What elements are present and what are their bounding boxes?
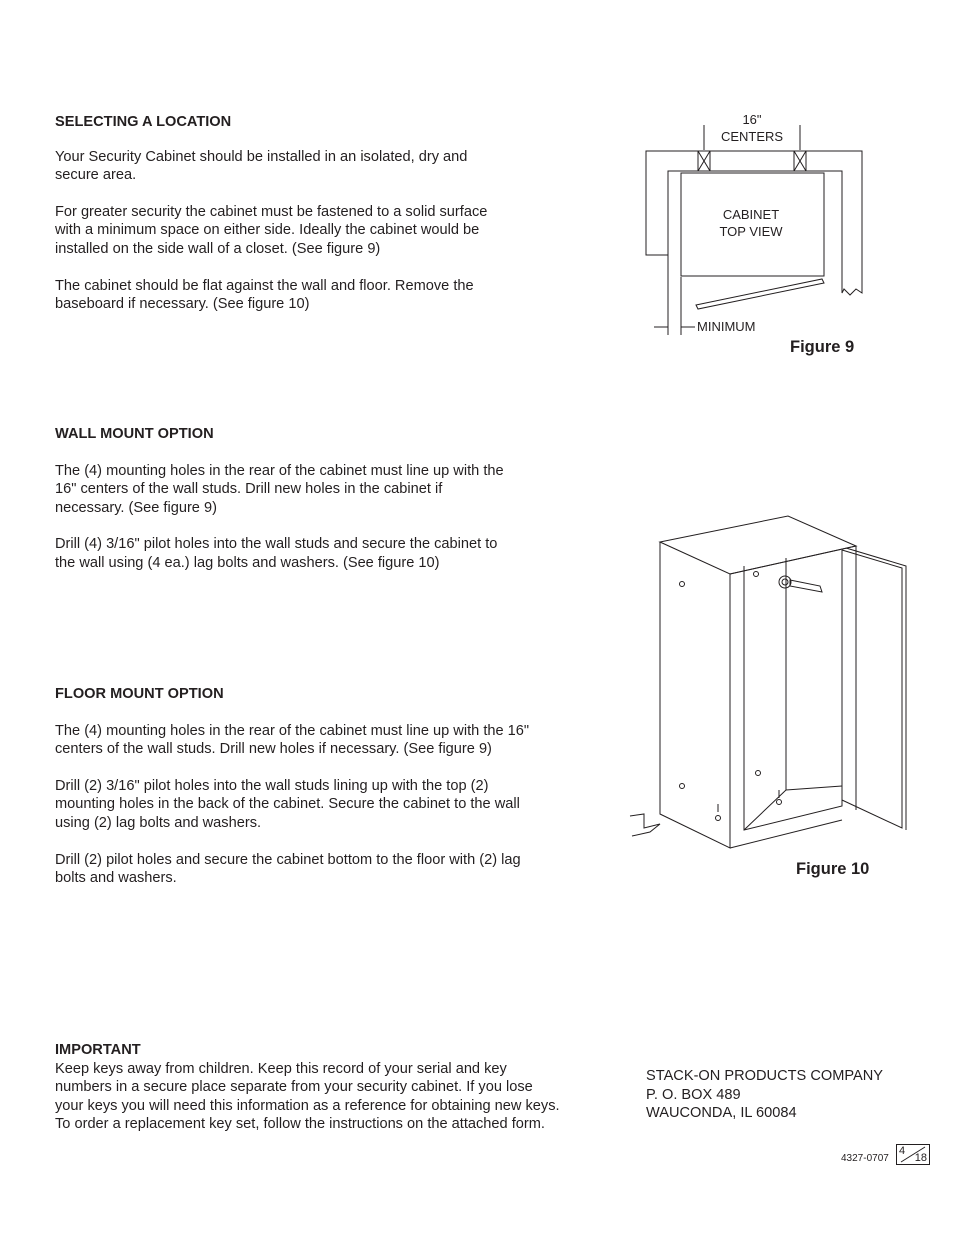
top-view-label: TOP VIEW [719, 224, 783, 239]
text-line: 16" centers of the wall studs. Drill new holes in the cabinet if [55, 481, 443, 498]
figure-10-caption: Figure 10 [796, 860, 870, 878]
cabinet-door [842, 550, 902, 828]
page-number-box [896, 1144, 930, 1165]
section-heading: IMPORTANT [55, 1042, 141, 1058]
cabinet-interior [744, 550, 842, 830]
text-line: Keep keys away from children. Keep this record of your serial and key [55, 1060, 507, 1077]
baseboard [630, 814, 660, 836]
section-heading: SELECTING A LOCATION [55, 114, 232, 130]
text-line: baseboard if necessary. (See figure 10) [55, 296, 310, 313]
document-number: 4327-0707 [841, 1153, 889, 1164]
text-line: centers of the wall studs. Drill new holes if necessary. (See figure 9) [55, 741, 492, 758]
text-line: To order a replacement key set, follow the instructions on the attached form. [55, 1116, 545, 1133]
text-line: bolts and washers. [55, 870, 177, 887]
mounting-hole [756, 771, 761, 776]
section-floor-mount [55, 685, 529, 888]
text-line: using (2) lag bolts and washers. [55, 814, 262, 831]
washer [779, 576, 791, 588]
mounting-hole [754, 572, 759, 577]
text-line: The (4) mounting holes in the rear of the cabinet must line up with the 16" [55, 722, 530, 739]
text-line: Drill (4) 3/16" pilot holes into the wall studs and secure the cabinet to [55, 536, 498, 553]
text-line: The cabinet should be flat against the wall and floor. Remove the [55, 277, 474, 294]
figure-9-closet-top-view [630, 105, 880, 340]
section-location [55, 113, 487, 314]
text-line: with a minimum space on either side. Ideally the cabinet would be [55, 222, 480, 239]
text-line: Drill (2) pilot holes and secure the cabinet bottom to the floor with (2) lag [55, 851, 521, 868]
minimum-label: MINIMUM [697, 319, 756, 334]
text-line: Your Security Cabinet should be installed in an isolated, dry and [55, 148, 468, 165]
lag-bolt [790, 580, 822, 592]
text-line: the wall using (4 ea.) lag bolts and washers. (See figure 10) [55, 554, 440, 571]
figure-10-cabinet-isometric [620, 510, 915, 855]
mounting-hole [680, 784, 685, 789]
company-address-line: WAUCONDA, IL 60084 [646, 1105, 797, 1122]
section-heading: WALL MOUNT OPTION [55, 426, 214, 442]
text-line: numbers in a secure place separate from your security cabinet. If you lose [55, 1079, 533, 1096]
centers-label-value: 16" [742, 112, 762, 127]
text-line: For greater security the cabinet must be fastened to a solid surface [55, 203, 488, 220]
floor-hole [716, 816, 721, 821]
page-number: 4 [899, 1145, 906, 1157]
cabinet-top [660, 516, 856, 574]
floor-hole [777, 800, 782, 805]
section-wall-mount [55, 425, 504, 573]
text-line: The (4) mounting holes in the rear of the cabinet must line up with the [55, 462, 504, 479]
text-line: your keys you will need this information as a reference for obtaining new keys. [55, 1097, 560, 1114]
company-address-line: P. O. BOX 489 [646, 1086, 741, 1103]
closet-door [696, 279, 824, 309]
text-line: Drill (2) 3/16" pilot holes into the wall studs lining up with the top (2) [55, 777, 489, 794]
cabinet-side [660, 542, 730, 848]
page-total: 18 [914, 1152, 927, 1164]
cabinet-label: CABINET [722, 207, 780, 222]
text-line: mounting holes in the back of the cabinet. Secure the cabinet to the wall [55, 796, 520, 813]
figure-9-caption: Figure 9 [790, 338, 855, 356]
section-important [55, 1041, 560, 1134]
centers-label: CENTERS [720, 129, 784, 144]
text-line: secure area. [55, 167, 137, 184]
company-name: STACK-ON PRODUCTS COMPANY [646, 1068, 884, 1084]
company-address [646, 1067, 883, 1123]
text-line: installed on the side wall of a closet. (See figure 9) [55, 240, 381, 257]
text-line: necessary. (See figure 9) [55, 499, 217, 516]
section-heading: FLOOR MOUNT OPTION [55, 686, 224, 702]
mounting-hole [680, 582, 685, 587]
